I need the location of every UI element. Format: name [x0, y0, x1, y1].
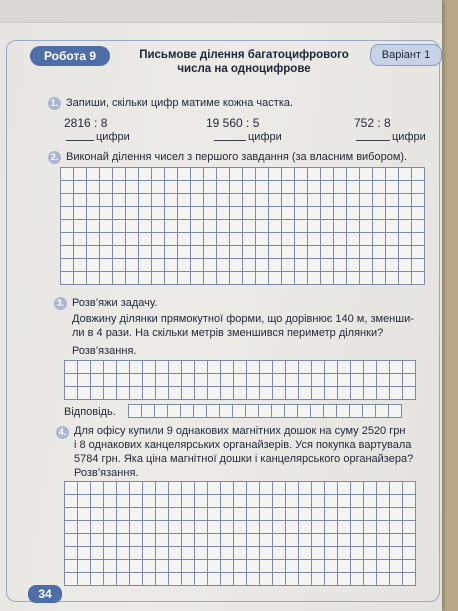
answer-line-2[interactable] [214, 140, 246, 141]
answer-line-1[interactable] [66, 140, 94, 141]
work-number-badge: Робота 9 [30, 46, 110, 66]
task-3-text-line-1: Довжину ділянки прямокутної форми, що дорівнює 140 м, зменши- [72, 313, 414, 325]
expression-2: 19 560 : 5 [206, 116, 260, 130]
page-number: 34 [28, 585, 62, 603]
variant-badge: Варіант 1 [370, 44, 442, 66]
task-1-number: 1. [48, 97, 61, 110]
answer-line-3[interactable] [356, 140, 390, 141]
task-3-grid[interactable] [64, 360, 416, 400]
task-4-text-line-2: і 8 однакових канцелярських органайзерів. Уся покупка вартувала [74, 439, 412, 451]
task-4-grid[interactable] [64, 481, 416, 586]
expression-3: 752 : 8 [354, 116, 391, 130]
task-2-text: Виконай ділення чисел з першого завдання (за власним вибором). [66, 151, 408, 163]
task-4-solution-label: Розв’язання. [74, 467, 139, 479]
task-4-text-line-3: 5784 грн. Яка ціна магнітної дошки і канцелярського органайзера? [74, 453, 414, 465]
task-3-text-line-2: ли в 4 рази. На скільки метрів зменшився периметр ділянки? [72, 327, 384, 339]
task-4-number: 4. [56, 426, 69, 439]
expression-1: 2816 : 8 [64, 116, 108, 130]
task-3-number: 3. [54, 297, 67, 310]
digits-label-2: цифри [248, 131, 282, 143]
task-1-text: Запиши, скільки цифр матиме кожна частка. [66, 97, 294, 109]
task-4-text-line-1: Для офісу купили 9 однакових магнітних дошок на суму 2520 грн [74, 425, 406, 437]
digits-label-1: цифри [96, 131, 130, 143]
digits-label-3: цифри [392, 131, 426, 143]
top-strip [0, 0, 442, 23]
task-3-answer-grid[interactable] [128, 404, 402, 418]
task-2-grid[interactable] [60, 167, 425, 285]
task-3-heading: Розв’яжи задачу. [72, 297, 158, 309]
task-2-number: 2. [48, 151, 61, 164]
page-title: Письмове ділення багатоцифрового числа на одноцифрове [139, 49, 349, 75]
task-3-solution-label: Розв’язання. [72, 345, 137, 357]
task-3-answer-label: Відповідь. [64, 406, 116, 418]
